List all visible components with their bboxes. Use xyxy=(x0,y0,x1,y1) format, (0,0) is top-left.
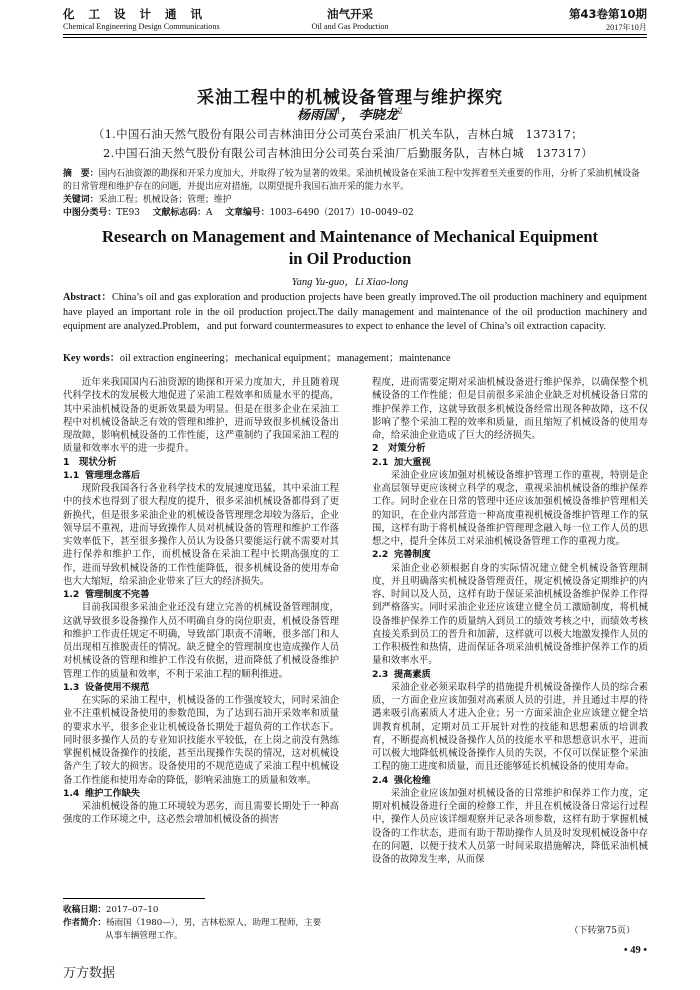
section-2-1-text: 采油企业应该加强对机械设备维护管理工作的重视，特别是企业高层领导更应该树立科学的观念，重视采油机械设备的维护保养工作。同时企业在日常的管理中还应该加强机械设备维护管理相关的知识，在企业内部营造一种高度重视机械设备维护管理工作的氛围，这样有助于将机械设备维护管理理念融入每一位工作人员的思想之中，提升全体员工对采油机械设备管理工作的重视力度。 xyxy=(372,469,648,547)
section-1-3-heading: 1.3 设备使用不规范 xyxy=(63,681,150,693)
article-id-label: 文章编号： xyxy=(225,208,270,218)
abstract-cn-text: 国内石油资源的勘探和开采力度加大，并取得了较为显著的效果。采油机械设备在采油工程中发挥着至关重要的作用，分析了采油机械设备的日常管理和维护存在的问题，并提出应对措施，以期望提升我国石油开采的能力水平。 xyxy=(63,169,640,192)
section-1-4-text: 采油机械设备的施工环境较为恶劣，而且需要长期处于一种高强度的工作环境之中，这必然会增加机械设备的损害 xyxy=(63,801,339,826)
authors-cn: 杨雨国$^1$， 李晓龙$^2$ xyxy=(297,106,403,123)
section-1-2-text: 目前我国很多采油企业还没有建立完善的机械设备管理制度，这就导致很多设备操作人员不明确自身的岗位职责，机械设备管理和维护工作责任规定不明确，导致部门职责不清晰，很多部门和人员出现相互推脱责任的情况。缺乏健全的管理制度也造成操作人员对机械设备的管理和维护工作没有依据，进而降低了机械设备维护管理工作的质量和效率，不利于采油工程的顺利推进。 xyxy=(63,602,339,680)
header-rule-thin xyxy=(63,37,647,38)
abstract-en-label: Abstract： xyxy=(63,292,112,303)
header-rule-thick xyxy=(63,34,647,35)
paper-title-cn: 采油工程中的机械设备管理与维护探究 xyxy=(197,88,503,108)
author-bio xyxy=(63,917,345,943)
intro-paragraph: 近年来我国国内石油资源的勘探和开采力度加大，并且随着现代科学技术的发展极大地促进了采油工程效率和质量水平的提高，其中采油机械设备的更新效果最为明显。但是在很多企业在采油工程中对机械设备缺乏有效的管理和维护，进而导致很多机械设备出现故障，影响机械设备的工作性能，这严重制约了我国采油工程的质量和效率水平的进一步提升。 xyxy=(63,377,339,455)
received-value: 2017–07–10 xyxy=(105,905,159,915)
section-1-1-heading: 1.1 管理理念落后 xyxy=(63,469,141,481)
section-2-2-text: 采油企业必须根据自身的实际情况建立健全机械设备管理制度，并且明确落实机械设备管理责任，规定机械设备定期维护的内容、时间以及人员，这样有助于保证采油机械设备维护保养工作得到严格落实。同时采油企业还应该建立健全员工激励制度，将机械设备维护保养工作的质量纳入到员工的绩效考核之中，而绩效考核直接关系到员工的晋升和加薪，这样就可以极大地激发操作人员的工作积极性和热情，进而保证各项采油机械设备维护保养工作的质量和效率水平。 xyxy=(372,562,648,667)
author-bio-label: 作者简介： xyxy=(63,918,106,928)
continued-paragraph: 程度，进而需要定期对采油机械设备进行维护保养，以确保整个机械设备的工作性能；但是目前很多采油企业缺乏对机械设备日常的维护保养工作，这就导致很多机械设备经常出现各种故障，这不仅影响了整个采油工程的效率和质量，而且缩短了机械设备的使用寿命，给采油企业造成了巨大的经济损失。 xyxy=(372,377,648,441)
keywords-en-text: oil extraction engineering；mechanical equipment；management；maintenance xyxy=(119,353,451,364)
section-2-heading: 2 对策分析 xyxy=(372,443,426,455)
section-1-1-text: 现阶段我国各行各业科学技术的发展速度迅猛，其中采油工程中的技术也得到了很大程度的提升，很多采油机械设备都得到了更新换代，但是很多采油企业的机械设备管理理念却较为落后，企业领导层不重视，进而导致操作人员对机械设备的管理和维护工作落实效率低下，甚至很多操作人员认为设备只要能运行就不需要对其进行保养和维护工作，而机械设备在采油工程中长期高强度的工作，进而导致机械设备的工作性能降低，很多机械设备的使用寿命也大大缩短，给采油企业带来了巨大的经济损失。 xyxy=(63,483,339,587)
footnote-rule xyxy=(63,898,205,899)
issue-date: 2017年10月 xyxy=(606,23,647,32)
section-2-3-text: 采油企业必须采取科学的措施提升机械设备操作人员的综合素质，一方面企业应该加强对高素质人员的引进，并且通过丰厚的待遇来吸引高素质人才进入企业；另一方面采油企业应该建立健全培训教育机制，定期对员工开展针对性的技能和思想素质的培训教育，不断提高机械设备操作人员的技能水平和思想意识水平，进而可以极大地降低机械设备操作人员的失误，不仅可以保证整个采油工程的施工进度和质量，而且还能够延长机械设备的使用寿命。 xyxy=(372,681,648,773)
section-1-3-text: 在实际的采油工程中，机械设备的工作强度较大，同时采油企业不注重机械设备使用的参数范围，为了达到石油开采效率和质量的要求水平，很多企业让机械设备长期处于超负荷的工作状态下。同时很多操作人员的专业知识技能水平较低，在上岗之前没有熟练掌握机械设备操作的技能，甚至出现操作失误的情况，这对机械设备产生了较大的损害。设备使用的不规范造成了采油工程中机械设备工作性能和使用寿命的降低，影响采油施工的质量和效率。 xyxy=(63,695,339,786)
section-1-4-heading: 1.4 维护工作缺失 xyxy=(63,787,141,799)
paper-title-en-line-1: Research on Management and Maintenance of Mechanical Equipment xyxy=(101,227,599,246)
body-column-left xyxy=(63,376,339,827)
clc-code: TE93 xyxy=(116,208,140,218)
doc-code-label: 文献标志码： xyxy=(152,208,207,218)
article-id: 1003–6490（2017）10–0049–02 xyxy=(269,208,414,218)
clc-label: 中图分类号： xyxy=(63,208,117,218)
keywords-cn xyxy=(63,194,648,207)
section-2-4-heading: 2.4 强化检维 xyxy=(372,774,431,786)
continued-on-note: （下转第75页） xyxy=(569,926,635,936)
author-2: 李晓龙 xyxy=(358,108,398,123)
author-2-affiliation-mark: 2 xyxy=(397,106,403,116)
keywords-en xyxy=(63,349,647,364)
journal-name-cn: 化 工 设 计 通 讯 xyxy=(63,7,208,21)
abstract-cn-label: 摘 要： xyxy=(63,169,99,179)
author-1-affiliation-mark: 1 xyxy=(336,106,342,116)
section-2-3-heading: 2.3 提高素质 xyxy=(372,668,431,680)
abstract-cn xyxy=(63,168,648,194)
keywords-cn-label: 关键词： xyxy=(63,195,99,205)
author-1: 杨雨国 xyxy=(297,108,337,123)
keywords-en-label: Key words： xyxy=(63,353,120,364)
abstract-en xyxy=(63,291,647,335)
section-2-4-text: 采油企业应该加强对机械设备的日常维护和保养工作力度，定期对机械设备进行全面的检修工作，并且在机械设备日常运行过程中，操作人员应该详细观察并记录各项参数，这样有助于掌握机械设备的工作状态，进而有助于帮助操作人员及时发现机械设备中存在的问题，以便于技术人员第一时间采取措施解决，降低采油机械设备的故障发生率，从而保 xyxy=(372,787,648,865)
section-1-heading: 1 现状分析 xyxy=(63,456,117,468)
authors-en: Yang Yu-guo，Li Xiao-long xyxy=(291,277,409,288)
received-date xyxy=(63,903,158,915)
section-2-2-heading: 2.2 完善制度 xyxy=(372,549,431,561)
section-1-2-heading: 1.2 管理制度不完善 xyxy=(63,589,150,600)
classification-line xyxy=(63,207,648,220)
author-bio-line-1: 杨雨国（1980—），男，吉林松原人，助理工程师，主要 xyxy=(105,918,322,928)
section-2-1-heading: 2.1 加大重视 xyxy=(372,456,431,468)
section-name-cn: 油气开采 xyxy=(327,7,373,21)
doc-code: A xyxy=(206,208,213,218)
page-number: • 49 • xyxy=(623,945,647,956)
journal-name-en: Chemical Engineering Design Communications xyxy=(63,22,220,31)
volume-issue: 第43卷第10期 xyxy=(568,7,647,21)
section-name-en: Oil and Gas Production xyxy=(311,22,389,31)
author-bio-line-2: 从事车辆管理工作。 xyxy=(105,931,183,941)
affiliation-1: （1.中国石油天然气股份有限公司吉林油田分公司英台采油厂机关车队，吉林白城 137317； xyxy=(93,128,583,141)
body-column-right xyxy=(372,376,648,866)
affiliation-2: 2.中国石油天然气股份有限公司吉林油田分公司英台采油厂后勤服务队，吉林白城 137317） xyxy=(103,147,593,160)
abstract-en-text: China’s oil and gas exploration and production projects have been greatly improved.The oil production machinery and equipment have played an important role in the oil production project.The daily management and maintenance of the oil production machinery and equipment are analyzed.Problem，and put forward countermeasures to expect to enhance the level of China’s oil extraction capacity. xyxy=(63,292,647,332)
keywords-cn-text: 采油工程；机械设备；管理；维护 xyxy=(98,195,232,205)
paper-title-en-line-2: in Oil Production xyxy=(288,249,412,268)
watermark: 万方数据 xyxy=(63,966,116,981)
received-label: 收稿日期： xyxy=(63,905,106,915)
